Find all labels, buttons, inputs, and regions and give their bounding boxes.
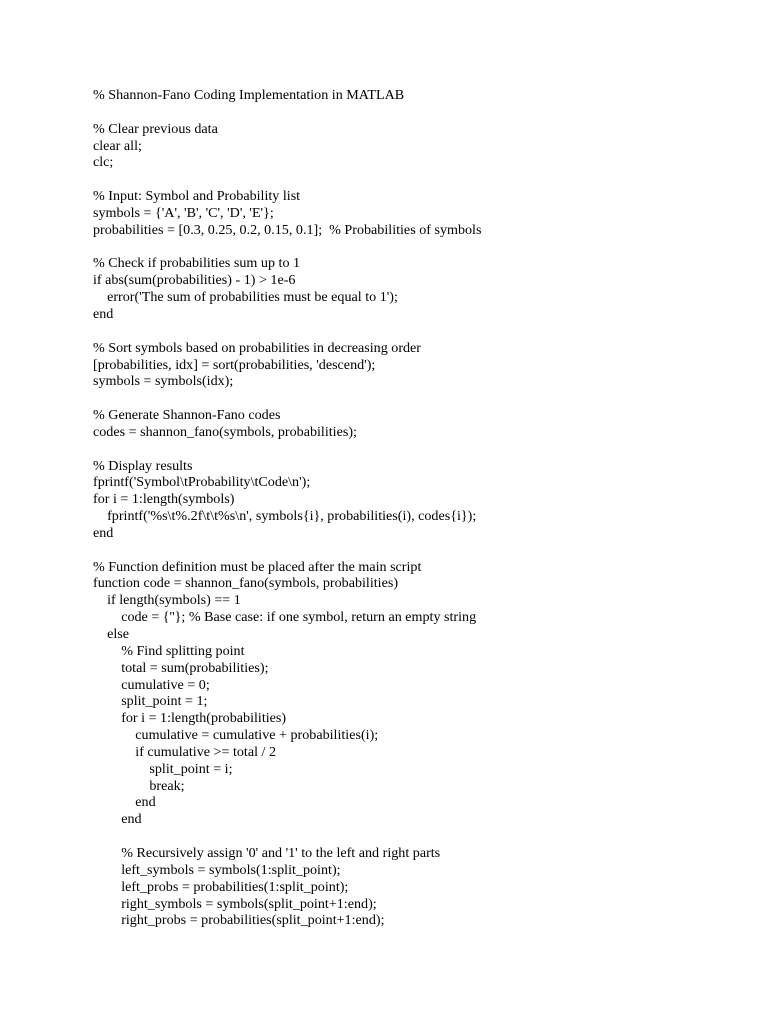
code-line: function code = shannon_fano(symbols, probabilities) (93, 575, 399, 592)
code-line: % Generate Shannon-Fano codes (93, 407, 281, 424)
code-line: left_probs = probabilities(1:split_point); (93, 878, 349, 895)
code-line: % Sort symbols based on probabilities in decreasing order (93, 339, 422, 356)
code-line: codes = shannon_fano(symbols, probabilities); (93, 423, 357, 440)
code-line (93, 390, 733, 407)
code-line: % Function definition must be placed after the main script (93, 558, 422, 575)
code-line: % Clear previous data (93, 120, 218, 137)
code-line: total = sum(probabilities); (93, 659, 269, 676)
code-line: split_point = 1; (93, 693, 208, 710)
code-line: % Input: Symbol and Probability list (93, 188, 301, 205)
code-line: code = {''}; % Base case: if one symbol, return an empty string (93, 609, 477, 626)
code-line: % Shannon-Fano Coding Implementation in MATLAB (93, 87, 405, 103)
code-line: probabilities = [0.3, 0.25, 0.2, 0.15, 0.1]; % Probabilities of symbols (93, 221, 482, 238)
code-line (93, 323, 733, 340)
code-line: clc; (93, 154, 114, 171)
code-line (93, 441, 733, 458)
code-line: if length(symbols) == 1 (93, 592, 241, 609)
code-line: symbols = {'A', 'B', 'C', 'D', 'E'}; (93, 204, 274, 221)
code-line: if cumulative >= total / 2 (93, 743, 277, 760)
code-line: end (93, 811, 142, 828)
code-line: cumulative = cumulative + probabilities(i); (93, 727, 379, 744)
code-line: symbols = symbols(idx); (93, 373, 234, 390)
code-line: for i = 1:length(symbols) (93, 491, 235, 508)
code-line: if abs(sum(probabilities) - 1) > 1e-6 (93, 272, 296, 289)
document-page (93, 87, 733, 929)
code-line: split_point = i; (93, 760, 233, 777)
code-line: end (93, 305, 114, 322)
code-line: clear all; (93, 137, 142, 154)
code-line: fprintf('Symbol\tProbability\tCode\n'); (93, 474, 311, 491)
code-line: % Recursively assign '0' and '1' to the left and right parts (93, 844, 441, 861)
code-line: right_symbols = symbols(split_point+1:end); (93, 895, 377, 912)
code-line: % Display results (93, 457, 193, 474)
code-line: for i = 1:length(probabilities) (93, 710, 287, 727)
code-line (93, 542, 733, 559)
code-line: end (93, 794, 156, 811)
code-line (93, 239, 733, 256)
code-line: break; (93, 777, 185, 794)
code-line (93, 828, 733, 845)
code-line (93, 171, 733, 188)
code-line: % Check if probabilities sum up to 1 (93, 255, 301, 272)
code-line: end (93, 524, 114, 541)
code-line: % Find splitting point (93, 642, 245, 659)
code-line: else (93, 626, 130, 642)
code-line: right_probs = probabilities(split_point+1:end); (93, 912, 385, 929)
code-line: error('The sum of probabilities must be equal to 1'); (93, 289, 398, 306)
code-line (93, 104, 733, 121)
code-line: left_symbols = symbols(1:split_point); (93, 861, 341, 878)
code-line: cumulative = 0; (93, 676, 210, 693)
code-line: fprintf('%s\t%.2f\t\t%s\n', symbols{i}, probabilities(i), codes{i}); (93, 508, 477, 525)
code-line: [probabilities, idx] = sort(probabilities, 'descend'); (93, 356, 376, 373)
